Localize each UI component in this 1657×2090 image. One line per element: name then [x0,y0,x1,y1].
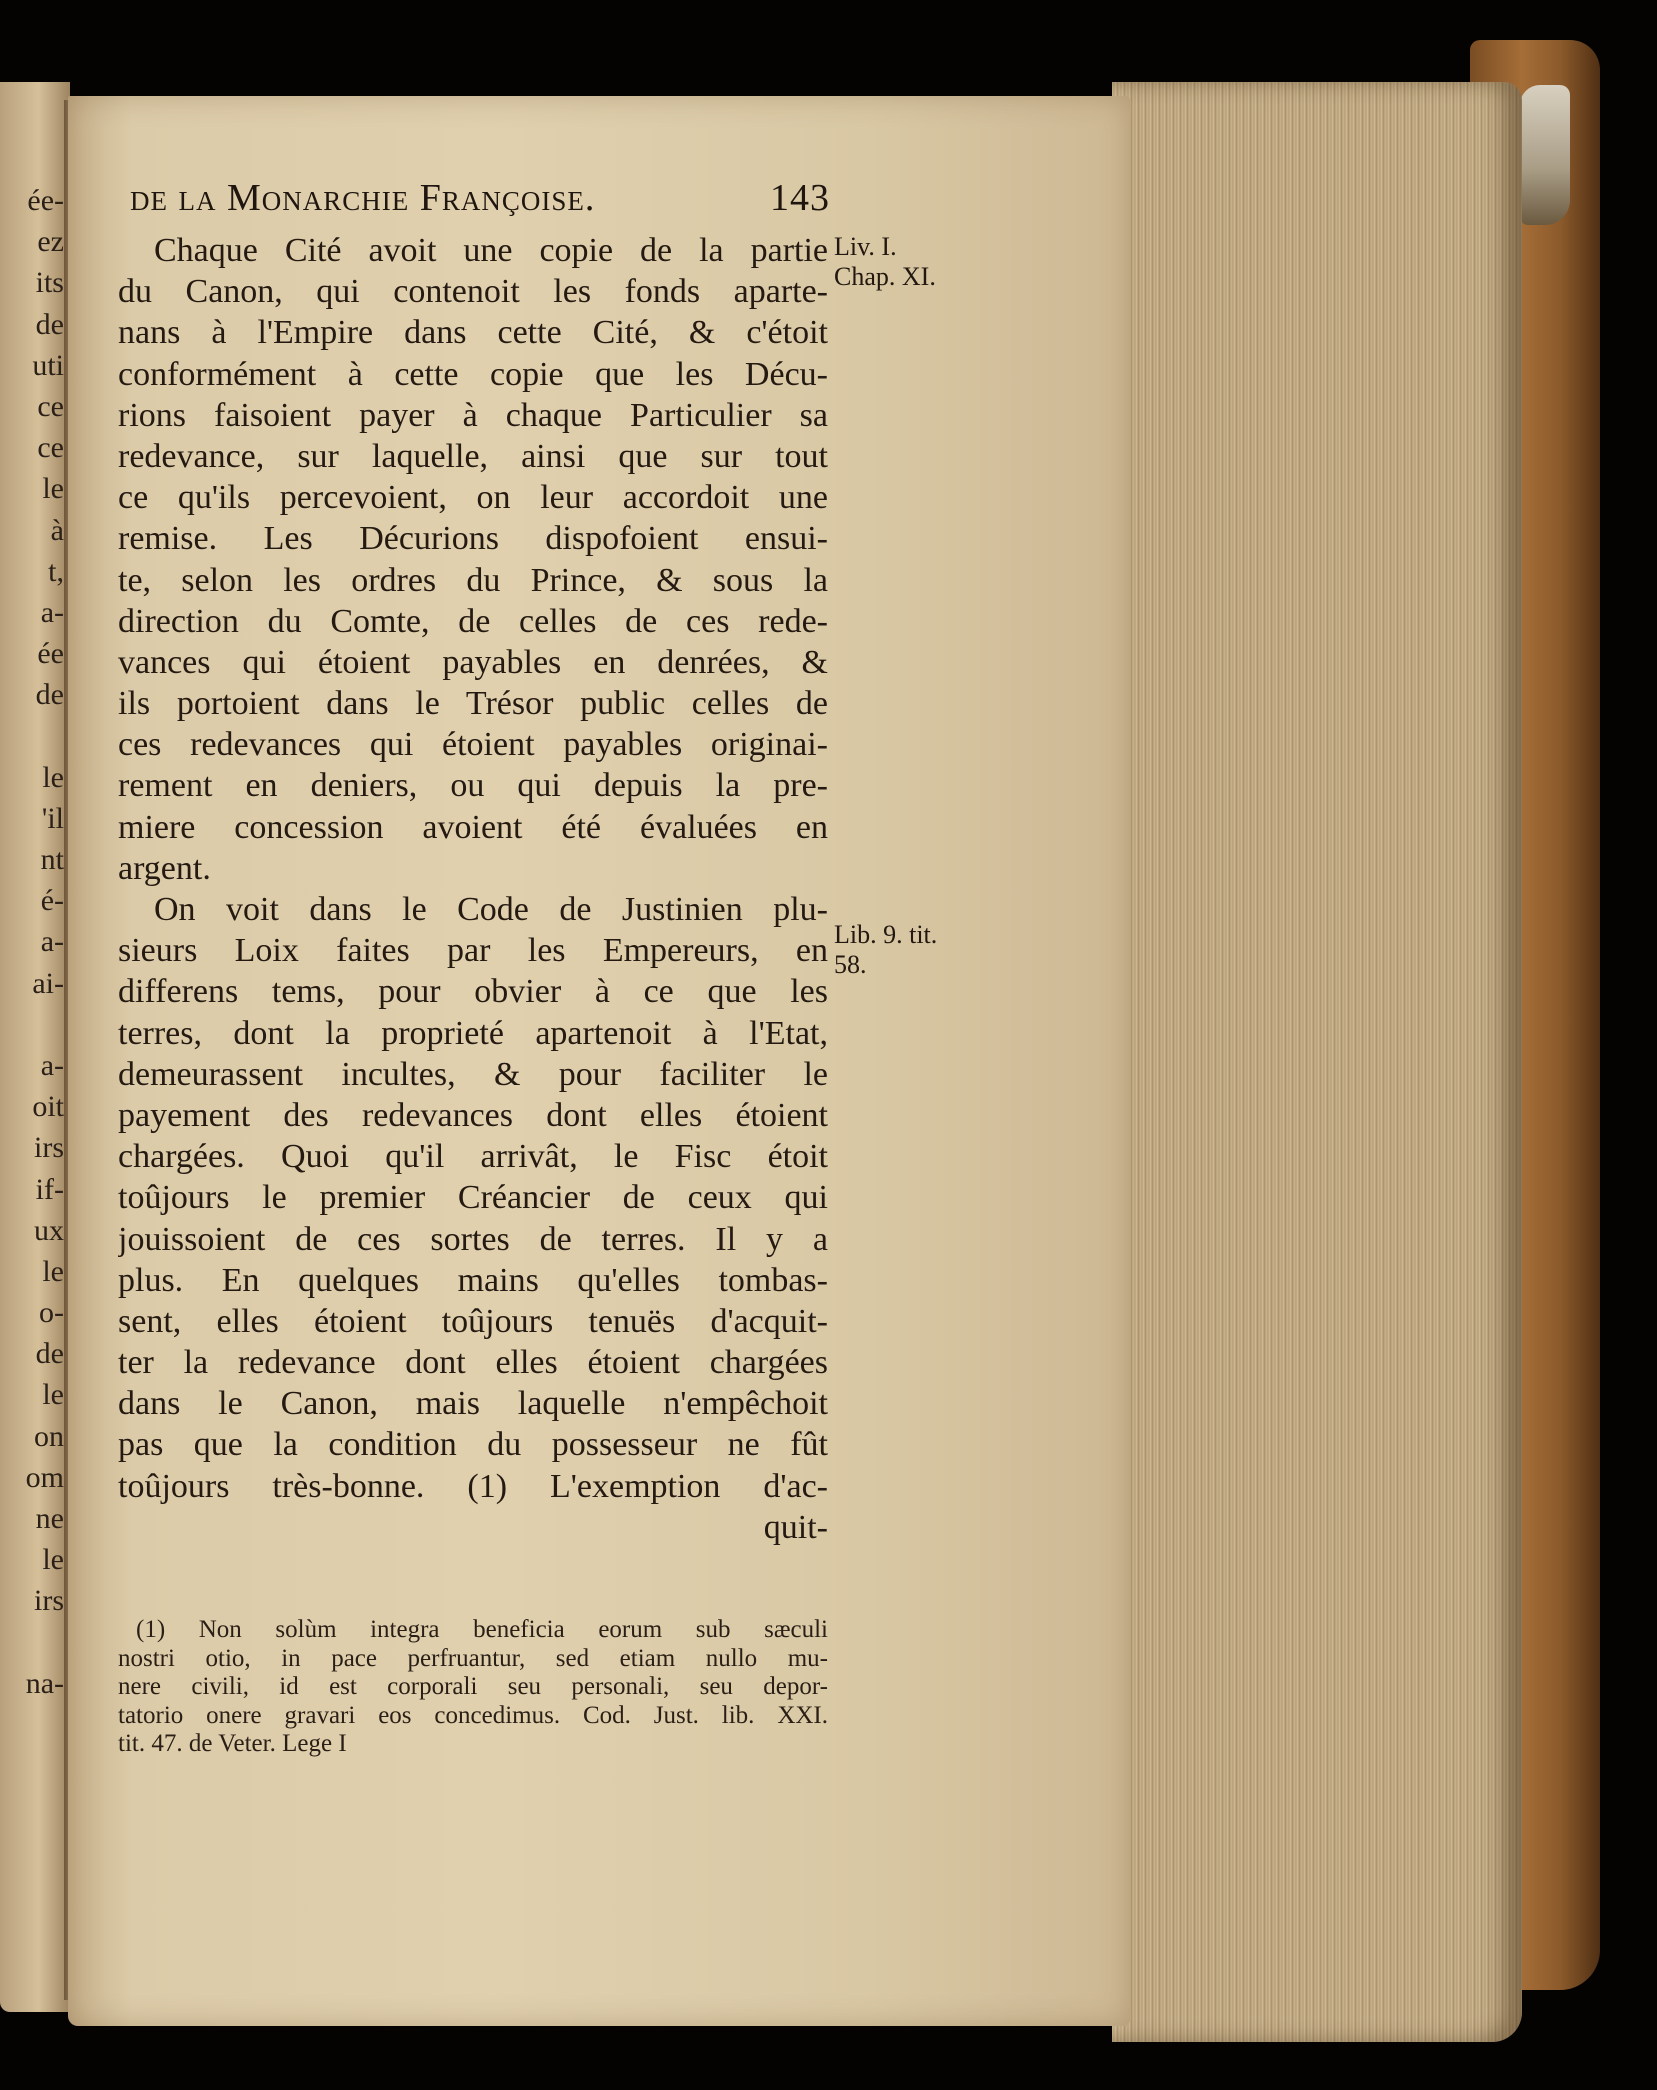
text-line: direction du Comte, de celles de ces rede- [118,602,828,640]
text-line: toûjours le premier Créancier de ceux qui [118,1179,828,1217]
text-line: argent. [118,849,211,887]
text-line: rement en deniers, ou qui depuis la pre- [118,767,828,805]
footnote-line: tit. 47. de Veter. Lege I [118,1730,347,1757]
margin-note-line: 58. [834,950,867,979]
left-page-fragment: de [35,1337,64,1371]
text-line: redevance, sur laquelle, ainsi que sur tout [118,437,828,475]
left-page-text-fragments [2,180,64,1704]
left-page-fragment: de [35,678,64,712]
left-page-fragment: a- [40,925,64,959]
left-page-fragment: é- [40,884,64,918]
text-line: sent, elles étoient toûjours tenuës d'acquit- [118,1302,828,1340]
left-page-fragment: ez [37,225,64,259]
left-page-fragment: ux [34,1213,64,1247]
worn-binding-corner [1520,85,1570,225]
left-page-fragment: irs [34,1584,64,1618]
text-line: nans à l'Empire dans cette Cité, & c'étoit [118,314,828,352]
text-line: Chaque Cité avoit une copie de la partie [154,232,828,269]
text-line: chargées. Quoi qu'il arrivât, le Fisc étoit [118,1138,828,1176]
left-page-fragment: oit [32,1090,64,1124]
left-page-fragment: on [34,1419,64,1453]
text-line: miere concession avoient été évaluées en [118,808,828,846]
text-line: ter la redevance dont elles étoient chargées [118,1344,828,1382]
left-page-fragment: ée [37,637,64,671]
left-page-fragment: à [50,513,64,547]
text-line: rions faisoient payer à chaque Particulier sa [118,396,828,434]
left-page-fragment: if- [35,1172,64,1206]
text-line: toûjours très-bonne. (1) L'exemption d'ac- [118,1467,828,1505]
left-page-fragment: le [42,472,64,506]
margin-note-citation [834,920,937,980]
left-page-fragment: le [42,1543,64,1577]
text-line: ils portoient dans le Trésor public celles de [118,685,828,723]
left-page-fragment: o- [39,1296,64,1330]
text-line: jouissoient de ces sortes de terres. Il y a [118,1220,828,1258]
text-line: dans le Canon, mais laquelle n'empêchoit [118,1385,828,1423]
footnote-line: tatorio onere gravari eos concedimus. Cod. Just. lib. XXI. [118,1701,828,1729]
text-line: plus. En quelques mains qu'elles tombas- [118,1261,828,1299]
text-line: payement des redevances dont elles étoient [118,1096,828,1134]
text-line: remise. Les Décurions dispofoient ensui- [118,520,828,558]
left-page-fragment: om [25,1460,64,1494]
left-page-fragment: ce [37,431,64,465]
page-number: 143 [770,177,830,219]
text-line: vances qui étoient payables en denrées, & [118,643,828,681]
footnote [118,1616,828,1759]
catchword: quit- [763,1508,828,1546]
margin-note-line: Lib. 9. tit. [834,920,938,949]
text-line: demeurassent incultes, & pour faciliter le [118,1055,828,1093]
text-line: ces redevances qui étoient payables originai- [118,726,828,764]
left-page-fragment: ce [37,389,64,423]
footnote-line: (1) Non solùm integra beneficia eorum sub sæculi [136,1616,828,1643]
margin-note-book-chapter [834,232,936,292]
left-page-fragment: na- [25,1666,64,1700]
left-page-fragment: le [42,1254,64,1288]
margin-note-line: Liv. I. [834,232,897,261]
text-line: sieurs Loix faites par les Empereurs, en [118,932,828,970]
left-page-fragment: de [35,307,64,341]
body-text [118,230,828,1548]
left-page-fragment: 'il [41,801,64,835]
left-page-fragment: irs [34,1131,64,1165]
left-page-fragment: nt [40,843,64,876]
running-header [130,176,830,220]
left-page-fragment: ai- [32,966,64,1000]
left-page-fragment [2,1004,64,1045]
text-line: du Canon, qui contenoit les fonds aparte- [118,273,828,311]
left-page-fragment: a- [40,1048,64,1082]
text-line: te, selon les ordres du Prince, & sous la [118,561,828,599]
text-line: pas que la condition du possesseur ne fût [118,1426,828,1464]
text-line: differens tems, pour obvier à ce que les [118,973,828,1011]
text-line: On voit dans le Code de Justinien plu- [154,891,828,928]
left-page-fragment: ée- [27,184,64,217]
left-page-fragment [2,1622,64,1663]
footnote-line: nostri otio, in pace perfruantur, sed etiam nullo mu- [118,1644,828,1672]
left-page-fragment: ne [35,1502,64,1535]
left-page-fragment: uti [32,348,64,382]
left-page-fragment: le [42,1378,64,1412]
left-page-fragment: le [42,760,64,794]
left-page-fragment: its [35,266,64,300]
left-page-fragment [2,715,64,756]
page-fore-edge [1112,82,1522,2042]
margin-note-line: Chap. XI. [834,262,936,291]
running-title: de la Monarchie Françoise. [130,177,596,219]
left-page-fragment: a- [40,595,64,629]
text-line: ce qu'ils percevoient, on leur accordoit une [118,479,828,517]
left-page-fragment: t, [48,554,64,588]
text-line: conformément à cette copie que les Décu- [118,355,828,393]
footnote-line: nere civili, id est corporali seu personali, seu depor- [118,1673,828,1700]
text-line: terres, dont la proprieté apartenoit à l'Etat, [118,1014,828,1052]
